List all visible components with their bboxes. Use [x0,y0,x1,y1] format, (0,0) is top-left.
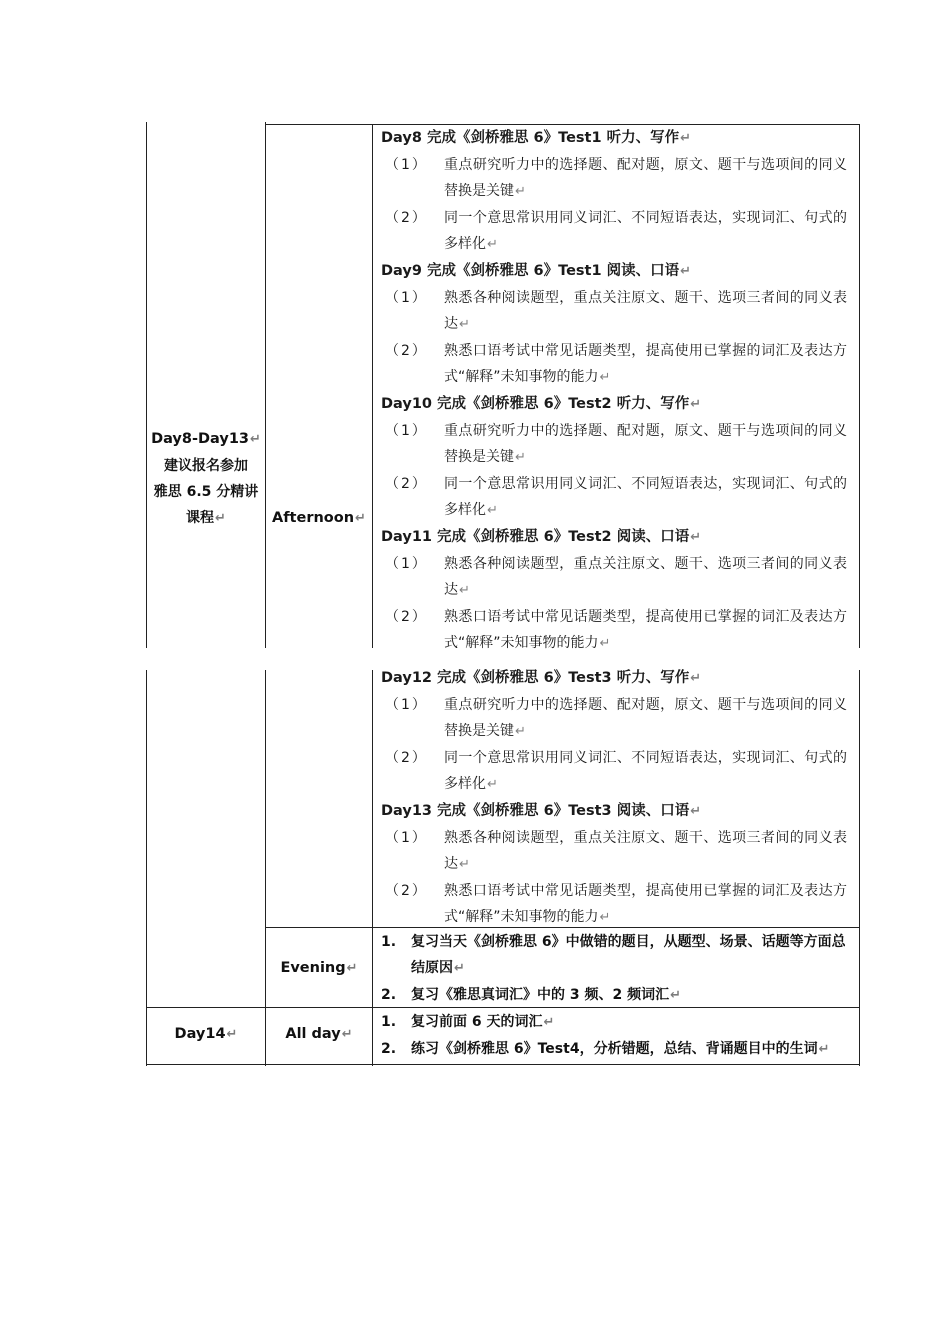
day10-heading: Day10 完成《剑桥雅思 6》Test2 听力、写作↵ [381,396,702,412]
item-text: 熟悉各种阅读题型，重点关注原文、题干、选项三者间的同义表达 [444,290,847,332]
session-label-afternoon: Afternoon↵ [272,510,366,526]
day14-list [381,1009,847,1063]
item-text: 重点研究听力中的选择题、配对题，原文、题干与选项间的同义替换是关键 [444,697,847,739]
item-number: （1） [385,556,428,572]
day9-title: Day9 完成《剑桥雅思 6》Test1 阅读、口语 [381,263,680,279]
day10-item-1: （1） 重点研究听力中的选择题、配对题，原文、题干与选项间的同义替换是关键↵ [381,418,847,471]
item-number: （2） [385,210,428,226]
session-label-allday-text: All day [285,1026,341,1042]
item-text: 同一个意思常识用同义词汇、不同短语表达，实现词汇、句式的多样化 [444,750,847,792]
item-text: 熟悉各种阅读题型，重点关注原文、题干、选项三者间的同义表达 [444,830,847,872]
session-label-allday: All day↵ [285,1026,353,1042]
item-text: 练习《剑桥雅思 6》Test4，分析错题，总结、背诵题目中的生词 [411,1041,818,1057]
item-number: 2. [381,987,397,1003]
day11-heading: Day11 完成《剑桥雅思 6》Test2 阅读、口语↵ [381,529,702,545]
item-number: （2） [385,750,428,766]
item-number: （1） [385,423,428,439]
day13-item-1: （1） 熟悉各种阅读题型，重点关注原文、题干、选项三者间的同义表达↵ [381,825,847,878]
session-label-evening: Evening↵ [280,960,358,976]
session-label-evening-text: Evening [280,960,346,976]
item-number: 1. [381,1014,397,1030]
table2-line-bottom [146,1064,860,1065]
item-text: 熟悉口语考试中常见话题类型，提高使用已掌握的词汇及表达方式“解释”未知事物的能力 [444,343,847,385]
item-text: 重点研究听力中的选择题、配对题，原文、题干与选项间的同义替换是关键 [444,423,847,465]
item-text: 复习《雅思真词汇》中的 3 频、2 频词汇 [411,987,670,1003]
item-number: （2） [385,883,428,899]
item-text: 同一个意思常识用同义词汇、不同短语表达，实现词汇、句式的多样化 [444,210,847,252]
afternoon-content-part2 [381,665,847,931]
afternoon-content-part1 [381,125,847,657]
item-number: 2. [381,1041,397,1057]
evening-item-1: 1. 复习当天《剑桥雅思 6》中做错的题目，从题型、场景、话题等方面总结原因↵ [381,929,847,982]
item-text: 同一个意思常识用同义词汇、不同短语表达，实现词汇、句式的多样化 [444,476,847,518]
day14-item-2: 2. 练习《剑桥雅思 6》Test4，分析错题，总结、背诵题目中的生词↵ [381,1036,847,1063]
day11-item-1: （1） 熟悉各种阅读题型，重点关注原文、题干、选项三者间的同义表达↵ [381,551,847,604]
day8-heading: Day8 完成《剑桥雅思 6》Test1 听力、写作↵ [381,130,692,146]
day13-item-2: （2） 熟悉口语考试中常见话题类型，提高使用已掌握的词汇及表达方式“解释”未知事物的能力↵ [381,878,847,931]
item-number: （1） [385,157,428,173]
day12-title: Day12 完成《剑桥雅思 6》Test3 听力、写作 [381,670,690,686]
item-text: 熟悉各种阅读题型，重点关注原文、题干、选项三者间的同义表达 [444,556,847,598]
item-text: 复习当天《剑桥雅思 6》中做错的题目，从题型、场景、话题等方面总结原因 [411,934,846,976]
row-label-day14: Day14↵ [174,1026,238,1042]
item-text: 熟悉口语考试中常见话题类型，提高使用已掌握的词汇及表达方式“解释”未知事物的能力 [444,883,847,925]
day9-item-1: （1） 熟悉各种阅读题型，重点关注原文、题干、选项三者间的同义表达↵ [381,285,847,338]
table1-border-right [859,124,860,648]
day8-item-1: （1） 重点研究听力中的选择题、配对题，原文、题干与选项间的同义替换是关键↵ [381,152,847,205]
row-label-day8-day13: Day8-Day13↵ 建议报名参加 雅思 6.5 分精讲 课程↵ [147,426,265,532]
day12-heading: Day12 完成《剑桥雅思 6》Test3 听力、写作↵ [381,670,702,686]
item-number: （1） [385,290,428,306]
day10-title: Day10 完成《剑桥雅思 6》Test2 听力、写作 [381,396,690,412]
row-label-line-2: 建议报名参加 [164,458,248,474]
day12-item-2: （2） 同一个意思常识用同义词汇、不同短语表达，实现词汇、句式的多样化↵ [381,745,847,798]
item-number: （1） [385,830,428,846]
day11-title: Day11 完成《剑桥雅思 6》Test2 阅读、口语 [381,529,690,545]
table1-border-col2 [372,124,373,648]
table1-border-left [146,122,147,648]
item-number: （2） [385,609,428,625]
table1-border-col1 [265,122,266,648]
item-number: （2） [385,476,428,492]
day10-item-2: （2） 同一个意思常识用同义词汇、不同短语表达，实现词汇、句式的多样化↵ [381,471,847,524]
day11-item-2: （2） 熟悉口语考试中常见话题类型，提高使用已掌握的词汇及表达方式“解释”未知事物的能力↵ [381,604,847,657]
item-text: 复习前面 6 天的词汇 [411,1014,543,1030]
evening-item-2: 2. 复习《雅思真词汇》中的 3 频、2 频词汇↵ [381,982,847,1009]
evening-list [381,929,847,1009]
day14-item-1: 1. 复习前面 6 天的词汇↵ [381,1009,847,1036]
day12-item-1: （1） 重点研究听力中的选择题、配对题，原文、题干与选项间的同义替换是关键↵ [381,692,847,745]
row-label-line-3: 雅思 6.5 分精讲 [153,484,259,500]
item-text: 重点研究听力中的选择题、配对题，原文、题干与选项间的同义替换是关键 [444,157,847,199]
day9-item-2: （2） 熟悉口语考试中常见话题类型，提高使用已掌握的词汇及表达方式“解释”未知事物的能力↵ [381,338,847,391]
row-label-day14-text: Day14 [174,1026,226,1042]
session-label-afternoon-text: Afternoon [272,510,355,526]
day9-heading: Day9 完成《剑桥雅思 6》Test1 阅读、口语↵ [381,263,692,279]
item-number: （2） [385,343,428,359]
item-number: 1. [381,934,397,950]
row-label-line-4: 课程 [186,510,215,526]
day13-title: Day13 完成《剑桥雅思 6》Test3 阅读、口语 [381,803,690,819]
day13-heading: Day13 完成《剑桥雅思 6》Test3 阅读、口语↵ [381,803,702,819]
day8-item-2: （2） 同一个意思常识用同义词汇、不同短语表达，实现词汇、句式的多样化↵ [381,205,847,258]
item-text: 熟悉口语考试中常见话题类型，提高使用已掌握的词汇及表达方式“解释”未知事物的能力 [444,609,847,651]
day8-title: Day8 完成《剑桥雅思 6》Test1 听力、写作 [381,130,680,146]
item-number: （1） [385,697,428,713]
row-label-line-1: Day8-Day13 [151,431,250,447]
